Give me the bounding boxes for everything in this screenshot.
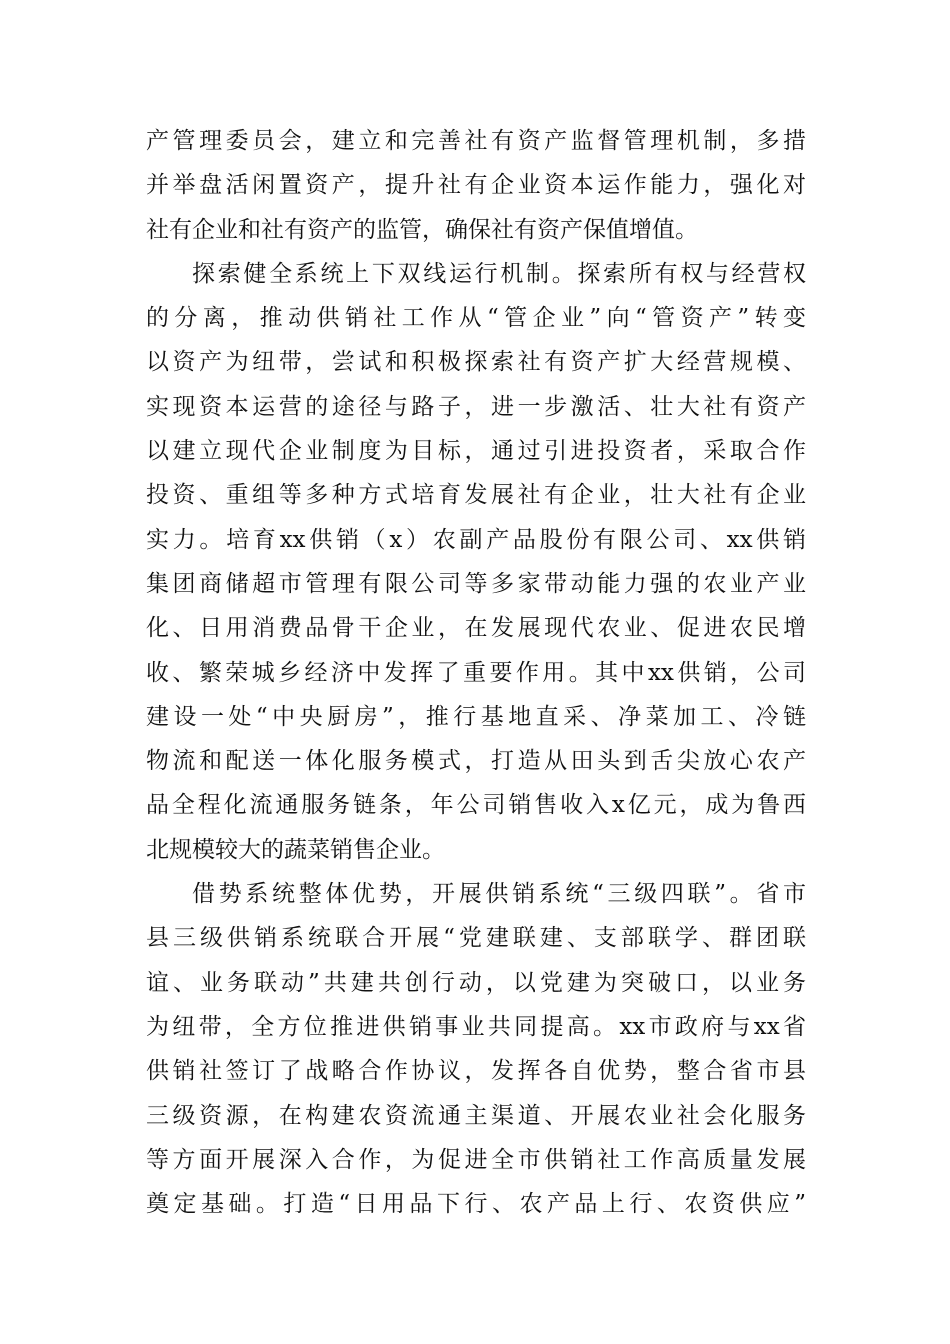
text-line: 化、日用消费品骨干企业，在发展现代农业、促进农民增 [146, 615, 806, 642]
text-line: 投资、重组等多种方式培育发展社有企业，壮大社有企业 [146, 482, 806, 509]
text-line: 以建立现代企业制度为目标，通过引进投资者，采取合作 [146, 438, 806, 465]
text-line: 产管理委员会，建立和完善社有资产监督管理机制，多措 [146, 128, 806, 154]
text-line: 县三级供销系统联合开展“党建联建、支部联学、群团联 [146, 925, 806, 952]
text-line: 建设一处“中央厨房”，推行基地直采、净菜加工、冷链 [146, 703, 806, 730]
text-line: 探索健全系统上下双线运行机制。探索所有权与经营权 [192, 260, 806, 287]
text-line: 品全程化流通服务链条，年公司销售收入x亿元，成为鲁西 [146, 792, 806, 819]
text-line: 北规模较大的蔬菜销售企业。 [146, 836, 445, 863]
paragraph-1 [146, 119, 806, 252]
text-line: 收、繁荣城乡经济中发挥了重要作用。其中xx供销，公司 [146, 659, 806, 686]
text-line: 三级资源，在构建农资流通主渠道、开展农业社会化服务 [146, 1102, 806, 1129]
text-line: 为纽带，全方位推进供销事业共同提高。xx市政府与xx省 [146, 1013, 806, 1040]
text-line: 等方面开展深入合作，为促进全市供销社工作高质量发展 [146, 1146, 806, 1173]
text-line: 实现资本运营的途径与路子，进一步激活、壮大社有资产 [146, 393, 806, 420]
paragraph-2 [146, 252, 806, 872]
text-line: 供销社签订了战略合作协议，发挥各自优势，整合省市县 [146, 1058, 806, 1085]
text-line: 社有企业和社有资产的监管，确保社有资产保值增值。 [146, 216, 698, 243]
paragraph-3 [146, 872, 806, 1226]
text-line: 谊、业务联动”共建共创行动，以党建为突破口，以业务 [146, 969, 806, 996]
text-line: 并举盘活闲置资产，提升社有企业资本运作能力，强化对 [146, 172, 806, 199]
text-line: 物流和配送一体化服务模式，打造从田头到舌尖放心农产 [146, 748, 806, 775]
text-line: 的分离，推动供销社工作从“管企业”向“管资产”转变 [146, 305, 806, 332]
text-line: 集团商储超市管理有限公司等多家带动能力强的农业产业 [146, 570, 806, 597]
text-line: 以资产为纽带，尝试和积极探索社有资产扩大经营规模、 [146, 349, 806, 376]
text-line: 实力。培育xx供销（x）农副产品股份有限公司、xx供销 [146, 526, 806, 553]
document-page [146, 119, 806, 1226]
text-line: 借势系统整体优势，开展供销系统“三级四联”。省市 [192, 881, 806, 908]
text-line: 奠定基础。打造“日用品下行、农产品上行、农资供应” [146, 1191, 806, 1218]
